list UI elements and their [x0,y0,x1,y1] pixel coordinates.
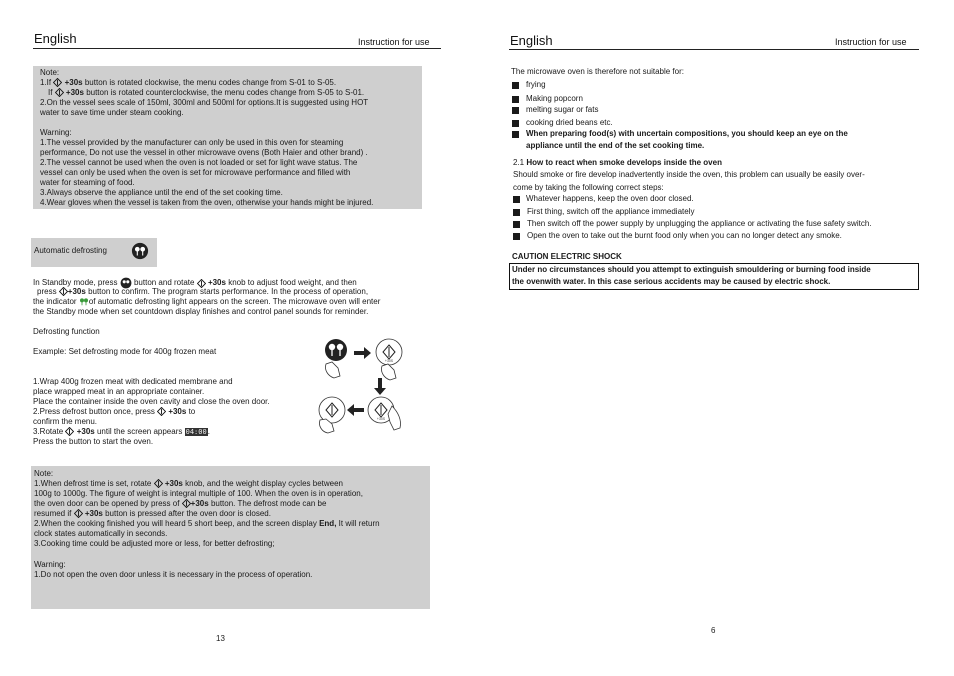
note2-warning-title: Warning: [34,560,66,569]
standby-line-4: the Standby mode when set countdown display finishes and control panel sounds for reminder. [33,307,369,316]
bullet-icon [513,233,520,240]
defrost-step-1b: place wrapped meat in an appropriate container. [33,387,205,396]
dial-knob-icon [182,499,191,508]
left-header-label: Instruction for use [358,37,430,47]
dial-press-icon [376,339,402,380]
smoke-paragraph-2: come by taking the following correct steps: [513,183,664,192]
note1-warning-6: 3.Always observe the appliance until the end of the set cooking time. [40,188,283,197]
caution-heading: CAUTION ELECTRIC SHOCK [512,252,622,261]
note2-warning-1: 1.Do not open the oven door unless it is necessary in the process of operation. [34,570,313,579]
unsuitable-intro: The microwave oven is therefore not suitable for: [511,67,684,76]
note1-warning-2: performance, Do not use the vessel in other microwave ovens (Both Haier and other brand) . [40,148,368,157]
dial-knob-icon [154,479,163,488]
bullet-icon [513,209,520,216]
defrost-step-1: 1.Wrap 400g frozen meat with dedicated membrane and [33,377,233,386]
dial-knob-icon [157,407,166,416]
note1-line-3: 2.On the vessel sees scale of 150ml, 300ml and 500ml for options.It is suggested using HOT [40,98,369,107]
bullet-icon [512,96,519,103]
smoke-step: Open the oven to take out the burnt food only when you can no longer detect any smoke. [527,231,842,240]
note2-line-3: the oven door can be opened by press of +30s button. The defrost mode can be [34,499,327,508]
note1-line-2: If +30s button is rotated counterclockwise, the menu codes change from S-05 to S-01. [48,88,365,97]
left-page-number: 13 [216,634,225,643]
left-page-title: English [34,31,77,46]
unsuitable-item: Making popcorn [526,94,583,103]
note1-line-1: 1.If +30s button is rotated clockwise, the menu codes change from S-01 to S-05. [40,78,337,87]
note1-warning-1: 1.The vessel provided by the manufacturer can only be used in this oven for steaming [40,138,344,147]
note2-line-6: clock states automatically in seconds. [34,529,168,538]
note1-warning-4: vessel can only be used when the oven is set for microwave performance and filled with [40,168,351,177]
bullet-icon [512,107,519,114]
bullet-icon [512,82,519,89]
dial-knob-icon [74,509,83,518]
svg-text:+30S: +30S [384,359,394,363]
smoke-section-heading: 2.1 How to react when smoke develops inside the oven [513,158,722,167]
arrow-left-icon [347,404,364,416]
smoke-step: Then switch off the power supply by unplugging the appliance or activating the fuse safety switch. [527,219,872,228]
note1-line-4: water to save time under steam cooking. [40,108,184,117]
defrost-indicator-icon [79,298,89,306]
defrost-step-3: 3.Rotate +30s until the screen appears 04:00. [33,427,210,436]
note1-warning-5: water for steaming of food. [40,178,135,187]
dial-knob-icon [55,88,64,97]
note1-warning-7: 4.Wear gloves when the vessel is taken from the oven, otherwise your hands might be injured. [40,198,374,207]
caution-line-2: the ovenwith water. In this case serious accidents may be caused by electric shock. [512,277,831,286]
arrow-down-icon [374,378,386,395]
auto-defrost-label: Automatic defrosting [34,246,107,255]
defrost-button-icon [131,242,149,260]
note2-line-5: 2.When the cooking finished you will heard 5 short beep, and the screen display End, It will return [34,519,380,528]
bullet-icon [512,131,519,138]
dial-knob-icon [59,287,68,296]
unsuitable-item: melting sugar or fats [526,105,599,114]
defrost-step-3b: Press the button to start the oven. [33,437,154,446]
standby-line-2: press +30s button to confirm. The program starts performance. In the process of operation, [37,287,369,296]
defrost-step-2b: confirm the menu. [33,417,98,426]
standby-line-1: In Standby mode, press button and rotate +30s knob to adjust food weight, and then [33,278,357,288]
note1-title: Note: [40,68,60,77]
unsuitable-item: frying [526,80,546,89]
smoke-step: Whatever happens, keep the oven door closed. [526,194,694,203]
right-page-title: English [510,33,553,48]
note2-line-1: 1.When defrost time is set, rotate +30s knob, and the weight display cycles between [34,479,343,488]
note1-warning-title: Warning: [40,128,72,137]
caution-line-1: Under no circumstances should you attempt to extinguish smouldering or burning food inside [512,265,871,274]
uncertain-food-warning-1: When preparing food(s) with uncertain compositions, you should keep an eye on the [526,129,848,138]
left-header-rule [33,48,441,49]
dial-rotate-icon-left [319,397,345,433]
right-page-number: 6 [711,626,716,635]
defrost-button-press-icon [325,339,347,378]
bullet-icon [513,221,520,228]
note2-title: Note: [34,469,54,478]
note1-warning-3: 2.The vessel cannot be used when the oven is not loaded or set for light wave status. The [40,158,358,167]
svg-text:+30S: +30S [376,417,386,421]
defrost-step-1c: Place the container inside the oven cavity and close the oven door. [33,397,270,406]
right-header-label: Instruction for use [835,37,907,47]
smoke-paragraph-1: Should smoke or fire develop inadvertently inside the oven, this problem can usually be easily over- [513,170,865,179]
dial-knob-icon [53,78,62,87]
bullet-icon [512,120,519,127]
uncertain-food-warning-2: appliance until the end of the set cooking time. [526,141,705,150]
note2-line-7: 3.Cooking time could be adjusted more or less, for better defrosting; [34,539,275,548]
bullet-icon [513,196,520,203]
defrost-example: Example: Set defrosting mode for 400g frozen meat [33,347,217,356]
lcd-display: 04:00 [185,427,207,436]
note2-line-2: 100g to 1000g. The figure of weight is integral multiple of 100. When the oven is in operation, [34,489,363,498]
dial-knob-icon [65,427,74,436]
defrost-function-heading: Defrosting function [33,327,100,336]
smoke-step: First thing, switch off the appliance immediately [527,207,695,216]
note2-line-4: resumed if +30s button is pressed after the oven door is closed. [34,509,271,518]
defrost-step-2: 2.Press defrost button once, press +30s to [33,407,196,416]
standby-line-3: the indicator of automatic defrosting light appears on the screen. The microwave oven will enter [33,297,381,306]
unsuitable-item: cooking dried beans etc. [526,118,613,127]
right-header-rule [509,49,919,50]
dial-rotate-icon-right [368,397,401,430]
arrow-right-icon [354,347,371,359]
defrost-procedure-illustration [318,334,414,434]
